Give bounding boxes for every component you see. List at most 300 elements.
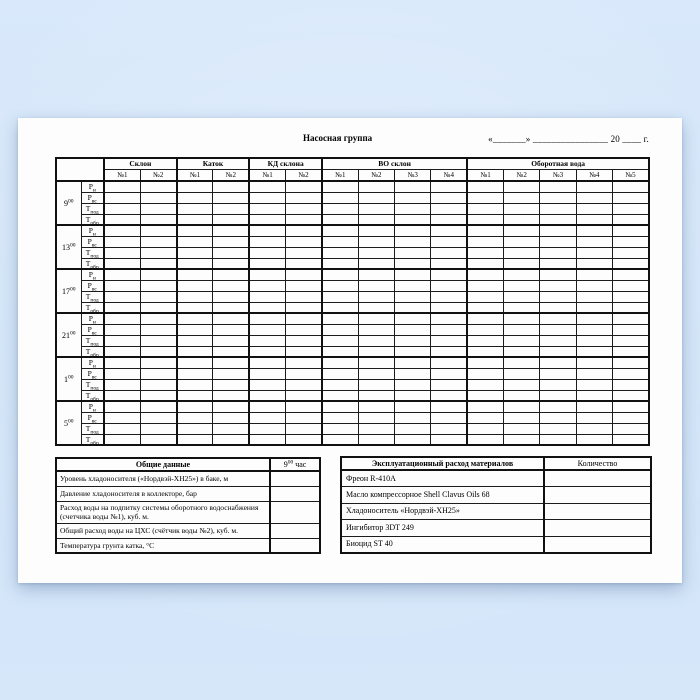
material-qty-cell <box>544 503 651 520</box>
log-entry-cell <box>104 192 140 203</box>
date-line: «_______» ________________ 20 ____ г. <box>488 134 649 144</box>
log-entry-cell <box>249 401 285 412</box>
log-entry-cell <box>286 324 322 335</box>
parameter-label: $Т_{под}$ <box>81 423 104 434</box>
log-entry-cell <box>395 269 431 280</box>
log-entry-cell <box>140 214 176 225</box>
log-entry-cell <box>322 324 358 335</box>
log-entry-cell <box>504 181 540 192</box>
log-entry-cell <box>613 412 649 423</box>
material-label: Биоцид ST 40 <box>341 536 544 553</box>
log-entry-cell <box>286 434 322 445</box>
material-qty-cell <box>544 487 651 504</box>
general-data-table <box>55 457 321 554</box>
corner-cell <box>56 158 104 181</box>
log-entry-cell <box>358 236 394 247</box>
log-entry-cell <box>504 368 540 379</box>
log-entry-cell <box>431 214 467 225</box>
pump-number-header: №1 <box>249 169 285 181</box>
materials-qty-header: Количество <box>544 457 651 470</box>
general-time-header <box>270 458 320 471</box>
log-entry-cell <box>395 357 431 368</box>
log-entry-cell <box>322 434 358 445</box>
log-entry-cell <box>104 401 140 412</box>
log-entry-cell <box>431 357 467 368</box>
log-entry-cell <box>431 203 467 214</box>
log-entry-cell <box>431 313 467 324</box>
log-entry-cell <box>504 192 540 203</box>
log-entry-cell <box>613 181 649 192</box>
log-entry-cell <box>177 291 213 302</box>
log-entry-cell <box>504 423 540 434</box>
log-entry-cell <box>213 225 249 236</box>
log-entry-cell <box>213 390 249 401</box>
log-entry-cell <box>322 236 358 247</box>
log-entry-cell <box>504 434 540 445</box>
log-entry-cell <box>431 236 467 247</box>
parameter-label: $Р_{вс}$ <box>81 412 104 423</box>
log-entry-cell <box>395 379 431 390</box>
log-entry-cell <box>431 269 467 280</box>
log-entry-cell <box>177 357 213 368</box>
log-entry-cell <box>540 225 576 236</box>
material-qty-cell <box>544 470 651 487</box>
log-entry-cell <box>249 335 285 346</box>
log-entry-cell <box>322 181 358 192</box>
pump-number-header: №3 <box>395 169 431 181</box>
log-entry-cell <box>249 313 285 324</box>
log-entry-cell <box>467 368 503 379</box>
log-entry-cell <box>322 258 358 269</box>
parameter-label: $Т_{обр}$ <box>81 434 104 445</box>
log-entry-cell <box>358 335 394 346</box>
log-entry-cell <box>358 423 394 434</box>
log-entry-cell <box>467 280 503 291</box>
log-entry-cell <box>467 181 503 192</box>
log-entry-cell <box>140 192 176 203</box>
log-entry-cell <box>613 203 649 214</box>
log-entry-cell <box>576 291 612 302</box>
log-entry-cell <box>576 324 612 335</box>
column-group-header: ВО склон <box>322 158 467 169</box>
log-entry-cell <box>140 203 176 214</box>
log-entry-cell <box>431 335 467 346</box>
log-entry-cell <box>249 390 285 401</box>
log-entry-cell <box>613 269 649 280</box>
time-label: $21^{00}$ <box>56 313 81 357</box>
log-entry-cell <box>540 236 576 247</box>
log-entry-cell <box>213 423 249 434</box>
log-entry-cell <box>613 368 649 379</box>
log-entry-cell <box>613 379 649 390</box>
material-label: Масло компрессорное Shell Clavus Oils 68 <box>341 487 544 504</box>
log-entry-cell <box>540 313 576 324</box>
log-entry-cell <box>358 203 394 214</box>
general-time-suffix: час <box>293 460 307 469</box>
log-entry-cell <box>395 390 431 401</box>
log-entry-cell <box>540 247 576 258</box>
log-entry-cell <box>613 313 649 324</box>
log-entry-cell <box>395 258 431 269</box>
log-entry-cell <box>322 423 358 434</box>
log-entry-cell <box>576 192 612 203</box>
log-entry-cell <box>322 302 358 313</box>
log-entry-cell <box>104 225 140 236</box>
log-entry-cell <box>286 203 322 214</box>
log-entry-cell <box>467 346 503 357</box>
log-entry-cell <box>213 203 249 214</box>
time-label: $5^{00}$ <box>56 401 81 445</box>
log-entry-cell <box>104 379 140 390</box>
log-entry-cell <box>504 313 540 324</box>
pump-log-table <box>55 157 650 446</box>
log-entry-cell <box>358 368 394 379</box>
general-data-body <box>56 471 320 553</box>
log-entry-cell <box>431 346 467 357</box>
log-entry-cell <box>540 258 576 269</box>
log-entry-cell <box>576 346 612 357</box>
log-entry-cell <box>177 390 213 401</box>
log-entry-cell <box>249 181 285 192</box>
log-entry-cell <box>177 368 213 379</box>
log-entry-cell <box>213 368 249 379</box>
log-entry-cell <box>213 434 249 445</box>
pump-number-header: №2 <box>286 169 322 181</box>
log-entry-cell <box>177 258 213 269</box>
log-entry-cell <box>576 434 612 445</box>
column-group-header: Каток <box>177 158 250 169</box>
log-entry-cell <box>104 313 140 324</box>
log-entry-cell <box>576 423 612 434</box>
material-label: Хладоноситель «Нордвэй-ХН25» <box>341 503 544 520</box>
log-entry-cell <box>140 324 176 335</box>
log-entry-cell <box>395 313 431 324</box>
log-entry-cell <box>140 302 176 313</box>
parameter-label: $Р_н$ <box>81 357 104 368</box>
log-entry-cell <box>249 203 285 214</box>
log-entry-cell <box>322 313 358 324</box>
log-entry-cell <box>540 423 576 434</box>
log-entry-cell <box>177 423 213 434</box>
log-entry-cell <box>104 368 140 379</box>
log-entry-cell <box>322 357 358 368</box>
log-entry-cell <box>540 302 576 313</box>
log-entry-cell <box>249 214 285 225</box>
log-entry-cell <box>613 214 649 225</box>
log-entry-cell <box>467 324 503 335</box>
log-entry-cell <box>431 192 467 203</box>
log-entry-cell <box>540 269 576 280</box>
column-group-header: Склон <box>104 158 177 169</box>
log-entry-cell <box>540 181 576 192</box>
log-entry-cell <box>177 269 213 280</box>
general-data-label: Расход воды на подпитку системы оборотного водоснабжения (счетчика воды №1), куб. м. <box>56 501 270 523</box>
log-entry-cell <box>504 401 540 412</box>
log-entry-cell <box>358 269 394 280</box>
log-entry-cell <box>104 181 140 192</box>
log-entry-cell <box>177 324 213 335</box>
log-entry-cell <box>249 269 285 280</box>
column-group-header: Оборотная вода <box>467 158 649 169</box>
log-entry-cell <box>540 390 576 401</box>
pump-number-header: №1 <box>177 169 213 181</box>
log-entry-cell <box>504 357 540 368</box>
log-entry-cell <box>540 280 576 291</box>
log-entry-cell <box>358 401 394 412</box>
general-time-base: 9 <box>283 460 288 469</box>
time-label: $9^{00}$ <box>56 181 81 225</box>
log-entry-cell <box>613 280 649 291</box>
general-data-title: Общие данные <box>56 458 270 471</box>
log-entry-cell <box>322 247 358 258</box>
log-entry-cell <box>140 258 176 269</box>
log-entry-cell <box>177 412 213 423</box>
log-entry-cell <box>249 346 285 357</box>
log-entry-cell <box>576 335 612 346</box>
log-entry-cell <box>576 181 612 192</box>
log-entry-cell <box>467 236 503 247</box>
materials-title: Эксплуатационный расход материалов <box>341 457 544 470</box>
log-entry-cell <box>504 203 540 214</box>
log-entry-cell <box>504 236 540 247</box>
log-entry-cell <box>613 247 649 258</box>
log-entry-cell <box>504 258 540 269</box>
log-entry-cell <box>322 192 358 203</box>
general-data-label: Давление хладоносителя в коллекторе, бар <box>56 486 270 501</box>
log-entry-cell <box>540 368 576 379</box>
log-entry-cell <box>286 247 322 258</box>
log-entry-cell <box>140 401 176 412</box>
log-entry-cell <box>540 434 576 445</box>
parameter-label: $Т_{под}$ <box>81 335 104 346</box>
parameter-label: $Р_н$ <box>81 313 104 324</box>
time-label: $17^{00}$ <box>56 269 81 313</box>
parameter-label: $Т_{обр}$ <box>81 258 104 269</box>
material-label: Ингибитор 3DT 249 <box>341 520 544 537</box>
log-entry-cell <box>431 412 467 423</box>
log-entry-cell <box>431 291 467 302</box>
log-entry-cell <box>358 434 394 445</box>
log-entry-cell <box>395 236 431 247</box>
log-entry-cell <box>213 236 249 247</box>
log-entry-cell <box>576 313 612 324</box>
log-entry-cell <box>213 335 249 346</box>
log-entry-cell <box>431 324 467 335</box>
log-entry-cell <box>540 214 576 225</box>
log-entry-cell <box>249 379 285 390</box>
log-entry-cell <box>431 225 467 236</box>
log-entry-cell <box>613 346 649 357</box>
log-entry-cell <box>140 247 176 258</box>
log-entry-cell <box>286 346 322 357</box>
log-entry-cell <box>322 346 358 357</box>
log-entry-cell <box>576 258 612 269</box>
log-entry-cell <box>213 247 249 258</box>
log-entry-cell <box>395 247 431 258</box>
log-entry-cell <box>104 346 140 357</box>
log-entry-cell <box>140 434 176 445</box>
log-entry-cell <box>467 225 503 236</box>
log-entry-cell <box>576 269 612 280</box>
log-entry-cell <box>213 379 249 390</box>
log-entry-cell <box>286 379 322 390</box>
log-entry-cell <box>104 412 140 423</box>
log-entry-cell <box>213 181 249 192</box>
log-entry-cell <box>177 335 213 346</box>
log-entry-cell <box>431 181 467 192</box>
log-entry-cell <box>140 357 176 368</box>
general-data-label: Общий расход воды на ЦХС (счётчик воды №2), куб. м. <box>56 523 270 538</box>
document-page <box>18 118 682 583</box>
log-entry-cell <box>104 390 140 401</box>
log-entry-cell <box>249 291 285 302</box>
log-entry-cell <box>576 203 612 214</box>
log-entry-cell <box>249 258 285 269</box>
log-entry-cell <box>213 346 249 357</box>
log-entry-cell <box>322 390 358 401</box>
log-entry-cell <box>249 302 285 313</box>
log-entry-cell <box>177 280 213 291</box>
parameter-label: $Р_н$ <box>81 181 104 192</box>
log-entry-cell <box>104 236 140 247</box>
pump-number-header: №2 <box>504 169 540 181</box>
log-entry-cell <box>140 423 176 434</box>
log-entry-cell <box>467 313 503 324</box>
general-data-label: Температура грунта катка, °С <box>56 538 270 553</box>
log-entry-cell <box>613 434 649 445</box>
log-entry-cell <box>286 192 322 203</box>
page-title: Насосная группа <box>303 133 373 143</box>
log-entry-cell <box>576 401 612 412</box>
log-entry-cell <box>613 324 649 335</box>
log-entry-cell <box>504 280 540 291</box>
log-entry-cell <box>613 236 649 247</box>
log-entry-cell <box>613 357 649 368</box>
log-entry-cell <box>540 335 576 346</box>
log-entry-cell <box>540 203 576 214</box>
log-entry-cell <box>177 434 213 445</box>
log-entry-cell <box>358 390 394 401</box>
log-entry-cell <box>358 247 394 258</box>
log-entry-cell <box>140 225 176 236</box>
log-entry-cell <box>286 236 322 247</box>
log-entry-cell <box>395 280 431 291</box>
log-entry-cell <box>104 280 140 291</box>
log-entry-cell <box>104 258 140 269</box>
log-entry-cell <box>576 390 612 401</box>
log-entry-cell <box>249 192 285 203</box>
log-entry-cell <box>140 181 176 192</box>
log-entry-cell <box>395 181 431 192</box>
log-entry-cell <box>358 192 394 203</box>
log-entry-cell <box>431 434 467 445</box>
log-entry-cell <box>395 346 431 357</box>
log-entry-cell <box>249 247 285 258</box>
log-entry-cell <box>177 302 213 313</box>
log-entry-cell <box>613 258 649 269</box>
log-entry-cell <box>576 214 612 225</box>
log-entry-cell <box>249 280 285 291</box>
log-entry-cell <box>322 335 358 346</box>
log-entry-cell <box>613 423 649 434</box>
log-entry-cell <box>249 225 285 236</box>
log-entry-cell <box>540 357 576 368</box>
pump-number-header: №2 <box>140 169 176 181</box>
log-entry-cell <box>613 390 649 401</box>
log-entry-cell <box>322 291 358 302</box>
log-entry-cell <box>177 214 213 225</box>
log-entry-cell <box>358 313 394 324</box>
log-entry-cell <box>177 401 213 412</box>
time-label: $13^{00}$ <box>56 225 81 269</box>
log-entry-cell <box>177 379 213 390</box>
log-entry-cell <box>286 313 322 324</box>
log-entry-cell <box>467 390 503 401</box>
parameter-label: $Р_{вс}$ <box>81 368 104 379</box>
pump-number-header: №4 <box>576 169 612 181</box>
log-entry-cell <box>177 192 213 203</box>
log-entry-cell <box>504 302 540 313</box>
log-entry-cell <box>504 346 540 357</box>
general-data-value-cell <box>270 523 320 538</box>
log-entry-cell <box>177 225 213 236</box>
log-entry-cell <box>613 302 649 313</box>
log-entry-cell <box>504 390 540 401</box>
log-entry-cell <box>213 357 249 368</box>
log-entry-cell <box>322 368 358 379</box>
parameter-label: $Р_{вс}$ <box>81 236 104 247</box>
log-entry-cell <box>140 368 176 379</box>
log-entry-cell <box>286 390 322 401</box>
log-entry-cell <box>286 181 322 192</box>
log-entry-cell <box>504 291 540 302</box>
log-entry-cell <box>358 214 394 225</box>
log-entry-cell <box>395 324 431 335</box>
general-data-label: Уровень хладоносителя («Нордвэй-ХН25») в баке, м <box>56 471 270 486</box>
log-entry-cell <box>540 192 576 203</box>
pump-number-header: №5 <box>613 169 649 181</box>
log-entry-cell <box>395 291 431 302</box>
material-label: Фреон R-410A <box>341 470 544 487</box>
log-entry-cell <box>249 236 285 247</box>
log-entry-cell <box>431 247 467 258</box>
log-entry-cell <box>467 357 503 368</box>
log-entry-cell <box>213 302 249 313</box>
parameter-label: $Т_{обр}$ <box>81 346 104 357</box>
pump-number-header: №2 <box>358 169 394 181</box>
log-entry-cell <box>467 291 503 302</box>
log-entry-cell <box>431 379 467 390</box>
log-entry-cell <box>613 225 649 236</box>
log-entry-cell <box>431 280 467 291</box>
log-entry-cell <box>358 324 394 335</box>
log-entry-cell <box>358 412 394 423</box>
log-entry-cell <box>431 423 467 434</box>
log-entry-cell <box>576 302 612 313</box>
log-entry-cell <box>613 192 649 203</box>
log-entry-cell <box>504 247 540 258</box>
log-entry-cell <box>540 291 576 302</box>
log-entry-cell <box>140 412 176 423</box>
log-entry-cell <box>104 335 140 346</box>
log-entry-cell <box>249 357 285 368</box>
log-entry-cell <box>431 390 467 401</box>
time-label: $1^{00}$ <box>56 357 81 401</box>
parameter-label: $Р_{вс}$ <box>81 280 104 291</box>
log-entry-cell <box>322 401 358 412</box>
log-entry-cell <box>395 302 431 313</box>
log-entry-cell <box>467 434 503 445</box>
